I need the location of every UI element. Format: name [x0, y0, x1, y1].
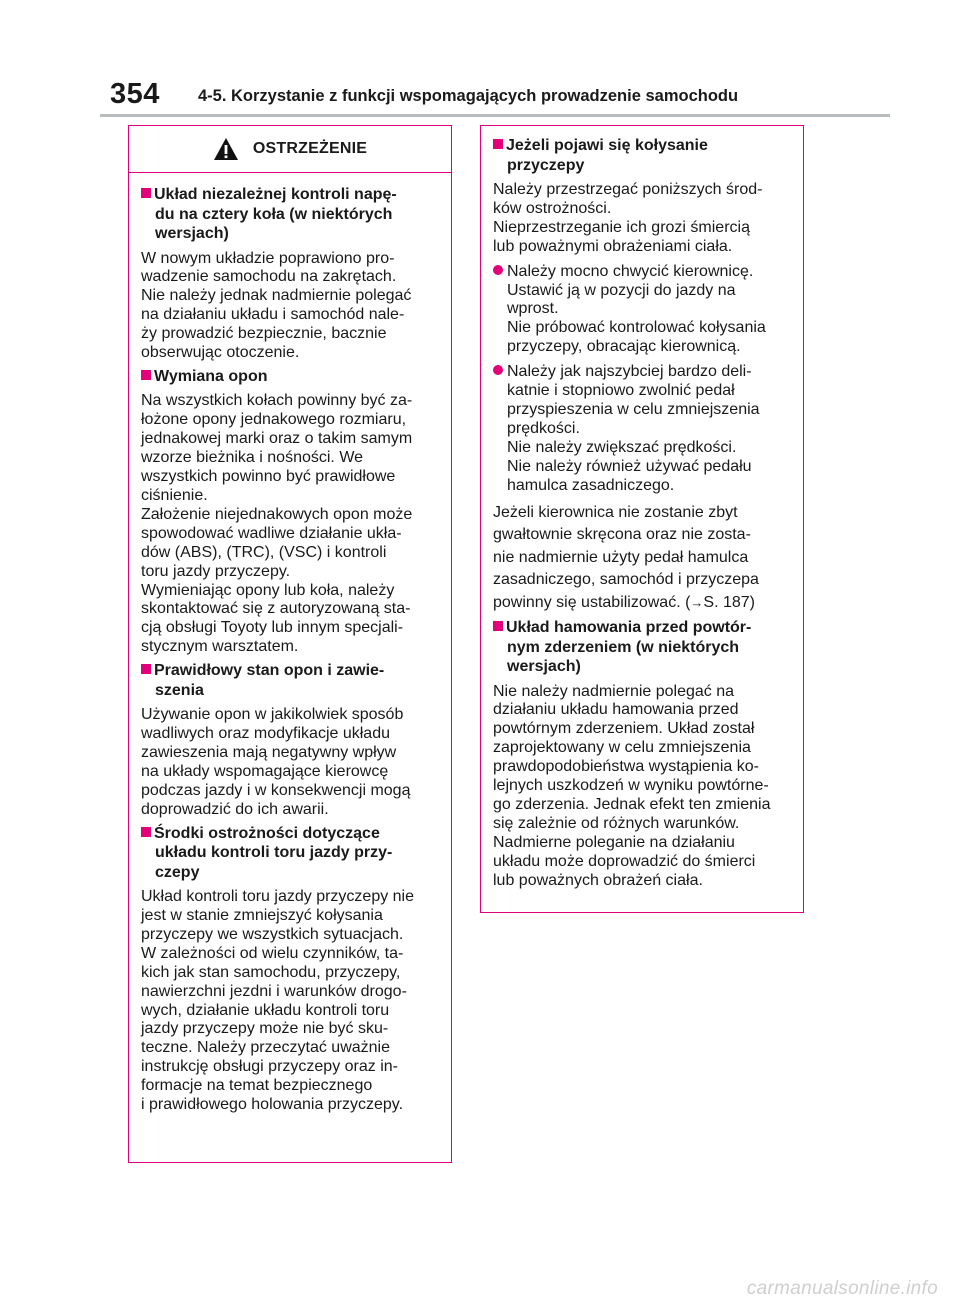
square-bullet-icon: [141, 664, 151, 674]
header-rule: [100, 114, 890, 117]
heading-4wd-control: Układ niezależnej kontroli napę- du na cztery koła (w niektórych wersjach): [141, 185, 443, 244]
paragraph-tire-suspension: Używanie opon w jakikolwiek sposób wadliwych oraz modyfikacje układu zawieszenia mają negatywny wpływ na układy wspomagające kierowcę podczas jazdy i w konsekwencji mogą doprowadzić do ich awarii.: [141, 706, 411, 818]
warning-header: [129, 126, 451, 173]
section-title: 4-5. Korzystanie z funkcji wspomagających prowadzenie samochodu: [198, 87, 739, 105]
watermark: carmanualsonline.info: [746, 1278, 938, 1299]
heading-tire-replacement: Wymiana opon: [141, 367, 443, 387]
paragraph-trailer-sway: Należy przestrzegać poniższych środ- ków ostrożności. Nieprzestrzeganie ich grozi śmiercią lub poważnymi obrażeniami ciała.: [493, 181, 763, 255]
paragraph-tire-replacement: Na wszystkich kołach powinny być za- łożone opony jednakowego rozmiaru, jednakowej marki oraz o takim samym wzorze bieżnika i nośności. We wszystkich powinno być prawidłowe ciśnienie. Założenie niejednakowych opon może spowodować wadliwe działanie ukła- dów (ABS), (TRC), (VSC) i kontroli toru jazdy przyczepy. Wymieniając opony lub koła, należy skontaktować się z autoryzowaną sta- cją obsługi Toyoty lub innym specjali- stycznym warsztatem.: [141, 392, 413, 656]
square-bullet-icon: [493, 621, 503, 631]
page-header: [100, 78, 890, 114]
warning-triangle-icon: [213, 137, 239, 161]
arrow-icon: →: [690, 594, 704, 610]
warning-content-left: [129, 173, 451, 1115]
paragraph-secondary-collision-brake: Nie należy nadmiernie polegać na działaniu układu hamowania przed powtórnym zderzeniem. Układ został zaprojektowany w celu zmniejszenia prawdopodobieństwa wystąpienia ko- lejnych uszkodzeń w wyniku powtórne- go zderzenia. Jednak efekt ten zmienia się zależnie od różnych warunków. Nadmierne poleganie na działaniu układu może doprowadzić do śmierci lub poważnych obrażeń ciała.: [493, 682, 771, 889]
warning-box-continued: [480, 125, 804, 913]
square-bullet-icon: [493, 139, 503, 149]
warning-title: OSTRZEŻENIE: [252, 140, 368, 157]
heading-trailer-sway: Jeżeli pojawi się kołysanie przyczepy: [493, 136, 795, 175]
paragraph-4wd-control: W nowym układzie poprawiono pro- wadzenie samochodu na zakrętach. Nie należy jednak nadmiernie polegać na działaniu układu i samochód nale- ży prowadzić bezpiecznie, bacznie obserwując otoczenie.: [141, 249, 412, 362]
round-bullet-icon: [493, 265, 503, 275]
heading-trailer-sway-precautions: Środki ostrożności dotyczące układu kontroli toru jazdy przy- czepy: [141, 824, 443, 883]
round-bullet-icon: [493, 365, 503, 375]
list-item: Należy jak najszybciej bardzo deli- katnie i stopniowo zwolnić pedał przyspieszenia w celu zmniejszenia prędkości. Nie należy zwiększać prędkości. Nie należy również używać pedału hamulca zasadniczego.: [493, 363, 795, 495]
list-item: Należy mocno chwycić kierownicę. Ustawić ją w pozycji do jazdy na wprost. Nie próbować kontrolować kołysania przyczepy, obracając kierownicą.: [493, 263, 795, 358]
square-bullet-icon: [141, 827, 151, 837]
square-bullet-icon: [141, 370, 151, 380]
page-number: 354: [110, 78, 160, 110]
page-reference: S. 187): [703, 593, 756, 611]
paragraph-stabilize: Jeżeli kierownica nie zostanie zbyt gwałtownie skręcona oraz nie zosta- nie nadmiernie użyty pedał hamulca zasadniczego, samochód i przyczepa powinny się ustabilizować. (→S. 187): [493, 503, 759, 611]
square-bullet-icon: [141, 188, 151, 198]
paragraph-trailer-sway-precautions: Układ kontroli toru jazdy przyczepy nie jest w stanie zmniejszyć kołysania przyczepy we wszystkich sytuacjach. W zależności od wielu czynników, ta- kich jak stan samochodu, przyczepy, nawierzchni jezdni i warunków drogo- wych, działanie układu kontroli toru jazdy przyczepy może nie być sku- teczne. Należy przeczytać uważnie instrukcję obsługi przyczepy oraz in- formacje na temat bezpiecznego i prawidłowego holowania przyczepy.: [141, 888, 415, 1114]
warning-content-right: [481, 126, 803, 890]
warning-box: [128, 125, 452, 1163]
heading-secondary-collision-brake: Układ hamowania przed powtór- nym zderzeniem (w niektórych wersjach): [493, 618, 795, 677]
heading-tire-suspension: Prawidłowy stan opon i zawie- szenia: [141, 661, 443, 700]
